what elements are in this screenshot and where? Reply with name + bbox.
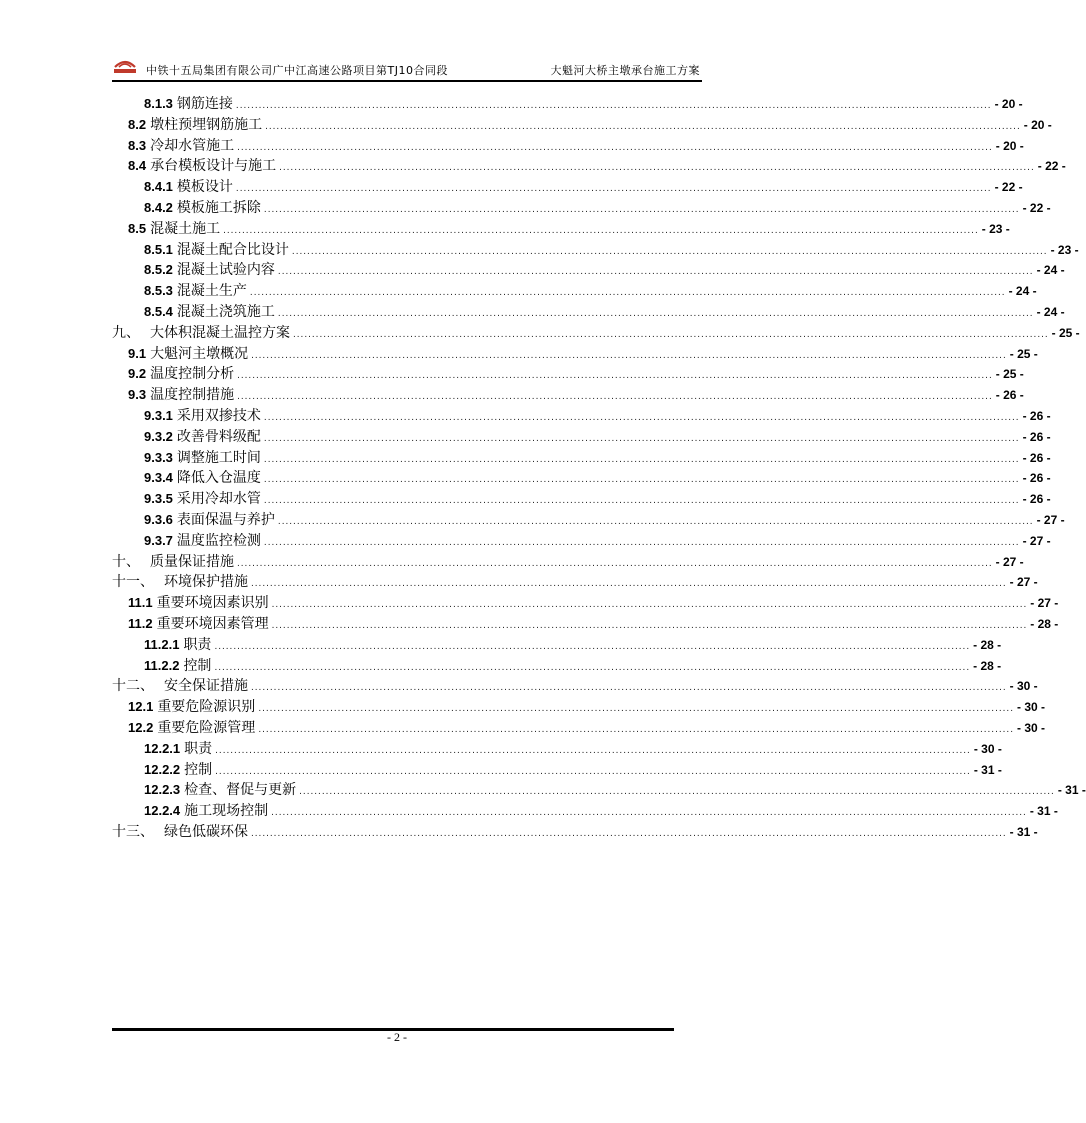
toc-entry-number: 11.2.1 (144, 636, 180, 652)
toc-entry[interactable] (112, 344, 1038, 365)
toc-entry-number: 8.5.1 (144, 241, 173, 257)
toc-dot-leader: ........................................................................................................................................................................................................ (237, 141, 993, 153)
toc-dot-leader: ........................................................................................................................................................................................................ (251, 349, 1007, 361)
footer-page-number: - 2 - (387, 1030, 407, 1044)
toc-entry-page: - 20 - (1023, 117, 1052, 132)
toc-entry-title: 混凝土配合比设计 (176, 241, 289, 258)
toc-entry-title: 混凝土施工 (150, 220, 221, 237)
toc-entry-page: - 28 - (973, 658, 1002, 673)
toc-entry-number: 12.2.2 (144, 761, 181, 777)
toc-dot-leader: ........................................................................................................................................................................................................ (237, 557, 993, 569)
toc-entry-title: 降低入仓温度 (176, 470, 261, 487)
toc-entry-page: - 27 - (1022, 533, 1051, 548)
toc-entry-page: - 26 - (1022, 450, 1051, 465)
toc-entry-title: 安全保证措施 (164, 678, 248, 695)
toc-entry[interactable] (112, 510, 1065, 531)
toc-entry-page: - 26 - (1022, 492, 1051, 507)
table-of-contents (112, 94, 1086, 843)
toc-entry-title: 模板设计 (176, 179, 233, 196)
toc-entry[interactable] (112, 552, 1024, 573)
toc-entry-page: - 27 - (995, 554, 1024, 569)
toc-dot-leader: ........................................................................................................................................................................................................ (271, 619, 1028, 631)
toc-entry-number: 12.2.3 (144, 782, 181, 798)
toc-entry[interactable] (112, 822, 1038, 843)
toc-entry-title: 采用双掺技术 (176, 407, 261, 424)
toc-entry-number: 9.3.5 (144, 491, 173, 507)
toc-entry[interactable] (112, 302, 1065, 323)
toc-dot-leader: ........................................................................................................................................................................................................ (251, 682, 1007, 694)
toc-dot-leader: ........................................................................................................................................................................................................ (215, 744, 971, 756)
toc-dot-leader: ........................................................................................................................................................................................................ (263, 536, 1020, 548)
toc-dot-leader: ........................................................................................................................................................................................................ (299, 786, 1055, 798)
toc-dot-leader: ........................................................................................................................................................................................................ (263, 203, 1020, 215)
toc-dot-leader: ........................................................................................................................................................................................................ (277, 266, 1034, 278)
toc-entry-number: 8.4.2 (144, 199, 173, 215)
toc-entry-number: 12.2 (128, 719, 154, 735)
toc-entry-number: 12.2.4 (144, 803, 181, 819)
toc-entry[interactable] (112, 739, 1002, 760)
toc-entry[interactable] (112, 801, 1058, 822)
toc-entry[interactable] (112, 697, 1045, 718)
toc-entry[interactable] (112, 177, 1023, 198)
toc-dot-leader: ........................................................................................................................................................................................................ (263, 453, 1020, 465)
toc-entry-title: 绿色低碳环保 (164, 823, 248, 840)
toc-entry-number: 8.5.3 (144, 283, 173, 299)
toc-entry[interactable] (112, 780, 1086, 801)
toc-entry[interactable] (112, 94, 1023, 115)
toc-dot-leader: ........................................................................................................................................................................................................ (214, 640, 971, 652)
toc-entry-title: 表面保温与养护 (176, 511, 275, 528)
toc-dot-leader: ........................................................................................................................................................................................................ (291, 245, 1048, 257)
toc-entry[interactable] (112, 635, 1002, 656)
toc-dot-leader: ........................................................................................................................................................................................................ (249, 287, 1006, 299)
toc-dot-leader: ........................................................................................................................................................................................................ (263, 432, 1020, 444)
toc-dot-leader: ........................................................................................................................................................................................................ (237, 391, 993, 403)
toc-entry-page: - 25 - (1009, 346, 1038, 361)
toc-entry-page: - 25 - (1051, 325, 1080, 340)
toc-entry-page: - 24 - (1008, 284, 1037, 299)
toc-entry-number: 11.2.2 (144, 657, 180, 673)
toc-dot-leader: ........................................................................................................................................................................................................ (271, 807, 1027, 819)
toc-entry[interactable] (112, 219, 1010, 240)
toc-entry[interactable] (112, 760, 1002, 781)
toc-entry-title: 控制 (184, 761, 213, 778)
toc-entry-number: 8.4 (128, 158, 147, 174)
toc-entry-page: - 22 - (994, 180, 1023, 195)
toc-entry-number: 9.3.7 (144, 532, 173, 548)
toc-entry-title: 重要危险源识别 (157, 699, 256, 716)
toc-entry-page: - 31 - (973, 762, 1002, 777)
toc-entry-title: 职责 (183, 636, 212, 653)
page-header (112, 56, 702, 82)
toc-entry-number: 8.2 (128, 116, 147, 132)
toc-entry-title: 重要环境因素管理 (156, 615, 269, 632)
toc-entry-page: - 30 - (1016, 720, 1045, 735)
toc-entry-number: 12.2.1 (144, 740, 181, 756)
toc-entry-page: - 27 - (1030, 596, 1059, 611)
toc-entry[interactable] (112, 489, 1051, 510)
toc-entry[interactable] (112, 614, 1059, 635)
toc-entry-page: - 20 - (994, 97, 1023, 111)
toc-entry[interactable] (112, 572, 1038, 593)
toc-entry-title: 控制 (183, 657, 212, 674)
toc-entry-title: 检查、督促与更新 (184, 782, 297, 799)
toc-dot-leader: ........................................................................................................................................................................................................ (277, 515, 1034, 527)
toc-entry[interactable] (112, 468, 1051, 489)
toc-entry-title: 温度控制措施 (150, 387, 235, 404)
toc-entry-page: - 26 - (1022, 471, 1051, 486)
toc-entry-title: 环境保护措施 (164, 574, 248, 591)
toc-dot-leader: ........................................................................................................................................................................................................ (279, 162, 1035, 174)
toc-entry-page: - 20 - (995, 138, 1024, 153)
toc-entry-title: 质量保证措施 (150, 553, 234, 570)
toc-entry-page: - 27 - (1009, 575, 1038, 590)
toc-entry[interactable] (112, 531, 1051, 552)
toc-entry-title: 温度监控检测 (176, 532, 261, 549)
toc-entry-page: - 26 - (995, 388, 1024, 403)
header-company-name: 中铁十五局集团有限公司广中江高速公路项目第TJ10合同段 (146, 64, 448, 77)
toc-entry-page: - 30 - (1016, 700, 1045, 715)
toc-entry-number: 8.1.3 (144, 96, 173, 111)
toc-entry-number: 十、 (112, 553, 140, 570)
toc-entry-number: 九、 (112, 324, 140, 341)
toc-entry-page: - 30 - (973, 741, 1002, 756)
toc-dot-leader: ........................................................................................................................................................................................................ (271, 599, 1028, 611)
toc-entry[interactable] (112, 593, 1059, 614)
toc-dot-leader: ........................................................................................................................................................................................................ (265, 120, 1021, 132)
toc-dot-leader: ........................................................................................................................................................................................................ (293, 328, 1049, 340)
toc-entry-title: 墩柱预埋钢筋施工 (150, 116, 263, 133)
toc-entry-page: - 22 - (1037, 159, 1066, 174)
toc-entry[interactable] (112, 427, 1051, 448)
toc-dot-leader: ........................................................................................................................................................................................................ (258, 723, 1014, 735)
toc-entry[interactable] (112, 385, 1024, 406)
toc-dot-leader: ........................................................................................................................................................................................................ (214, 661, 971, 673)
toc-entry[interactable] (112, 364, 1024, 385)
toc-entry-title: 承台模板设计与施工 (150, 158, 277, 175)
toc-entry-page: - 31 - (1029, 804, 1058, 819)
toc-entry-number: 8.4.1 (144, 179, 173, 195)
toc-dot-leader: ........................................................................................................................................................................................................ (263, 495, 1020, 507)
toc-entry[interactable] (112, 115, 1052, 136)
toc-dot-leader: ........................................................................................................................................................................................................ (277, 307, 1034, 319)
toc-entry-title: 施工现场控制 (184, 803, 269, 820)
toc-entry-number: 11.2 (128, 615, 153, 631)
toc-entry-page: - 22 - (1022, 200, 1051, 215)
toc-entry-title: 钢筋连接 (176, 96, 233, 112)
toc-entry[interactable] (112, 156, 1066, 177)
toc-entry-page: - 24 - (1036, 304, 1065, 319)
toc-entry-title: 混凝土浇筑施工 (176, 303, 275, 320)
toc-entry-title: 重要危险源管理 (157, 719, 256, 736)
toc-entry[interactable] (112, 260, 1065, 281)
toc-entry-number: 十三、 (112, 823, 154, 840)
toc-entry-number: 十一、 (112, 574, 154, 591)
toc-entry[interactable] (112, 240, 1079, 261)
toc-entry[interactable] (112, 448, 1051, 469)
toc-entry-page: - 28 - (973, 637, 1002, 652)
toc-dot-leader: ........................................................................................................................................................................................................ (251, 578, 1007, 590)
toc-entry-number: 8.5.4 (144, 303, 173, 319)
toc-entry-number: 9.3.6 (144, 511, 173, 527)
toc-entry-title: 重要环境因素识别 (156, 595, 269, 612)
toc-entry-number: 11.1 (128, 595, 153, 611)
toc-entry-page: - 25 - (995, 367, 1024, 382)
toc-entry-title: 采用冷却水管 (176, 491, 261, 508)
toc-entry-page: - 26 - (1022, 408, 1051, 423)
toc-entry[interactable] (112, 198, 1051, 219)
toc-entry-title: 混凝土生产 (176, 283, 247, 300)
toc-entry-title: 冷却水管施工 (150, 137, 235, 154)
toc-entry-title: 模板施工拆除 (176, 199, 261, 216)
toc-entry-page: - 26 - (1022, 429, 1051, 444)
toc-entry-number: 12.1 (128, 699, 154, 715)
toc-entry-title: 混凝土试验内容 (176, 262, 275, 279)
toc-dot-leader: ........................................................................................................................................................................................................ (263, 474, 1020, 486)
toc-entry[interactable] (112, 656, 1002, 677)
toc-entry[interactable] (112, 281, 1037, 302)
toc-dot-leader: ........................................................................................................................................................................................................ (215, 765, 971, 777)
toc-entry[interactable] (112, 718, 1045, 739)
toc-entry-number: 9.3.2 (144, 428, 173, 444)
toc-dot-leader: ........................................................................................................................................................................................................ (251, 827, 1007, 839)
toc-entry-number: 9.3.1 (144, 407, 173, 423)
toc-entry-page: - 24 - (1036, 263, 1065, 278)
toc-entry[interactable] (112, 406, 1051, 427)
toc-entry-page: - 23 - (981, 221, 1010, 236)
toc-entry-number: 9.1 (128, 345, 147, 361)
toc-entry-title: 改善骨料级配 (176, 428, 261, 445)
toc-dot-leader: ........................................................................................................................................................................................................ (223, 224, 979, 236)
toc-entry-number: 8.5.2 (144, 262, 173, 278)
toc-entry-title: 职责 (184, 740, 213, 757)
toc-entry-number: 9.2 (128, 366, 147, 382)
toc-entry[interactable] (112, 676, 1038, 697)
company-logo-icon (112, 56, 138, 76)
toc-dot-leader: ........................................................................................................................................................................................................ (237, 370, 993, 382)
toc-entry-number: 8.5 (128, 220, 147, 236)
toc-entry-page: - 23 - (1050, 242, 1079, 257)
toc-entry-title: 温度控制分析 (150, 366, 235, 383)
toc-dot-leader: ........................................................................................................................................................................................................ (263, 411, 1020, 423)
toc-entry-number: 9.3.3 (144, 449, 173, 465)
toc-entry-number: 9.3.4 (144, 470, 173, 486)
toc-entry[interactable] (112, 136, 1024, 157)
toc-entry-title: 大魁河主墩概况 (150, 345, 249, 362)
header-document-title: 大魁河大桥主墩承台施工方案 (550, 64, 700, 77)
toc-entry-title: 调整施工时间 (176, 449, 261, 466)
toc-dot-leader: ........................................................................................................................................................................................................ (235, 100, 992, 111)
toc-entry-page: - 31 - (1009, 824, 1038, 839)
toc-entry-page: - 27 - (1036, 512, 1065, 527)
toc-entry-number: 9.3 (128, 387, 147, 403)
toc-entry-page: - 31 - (1057, 783, 1086, 798)
toc-entry-page: - 30 - (1009, 679, 1038, 694)
toc-entry[interactable] (112, 323, 1080, 344)
toc-dot-leader: ........................................................................................................................................................................................................ (235, 183, 992, 195)
toc-entry-page: - 28 - (1030, 616, 1059, 631)
toc-entry-number: 8.3 (128, 137, 147, 153)
toc-dot-leader: ........................................................................................................................................................................................................ (258, 703, 1014, 715)
toc-entry-title: 大体积混凝土温控方案 (150, 324, 290, 341)
toc-entry-number: 十二、 (112, 678, 154, 695)
